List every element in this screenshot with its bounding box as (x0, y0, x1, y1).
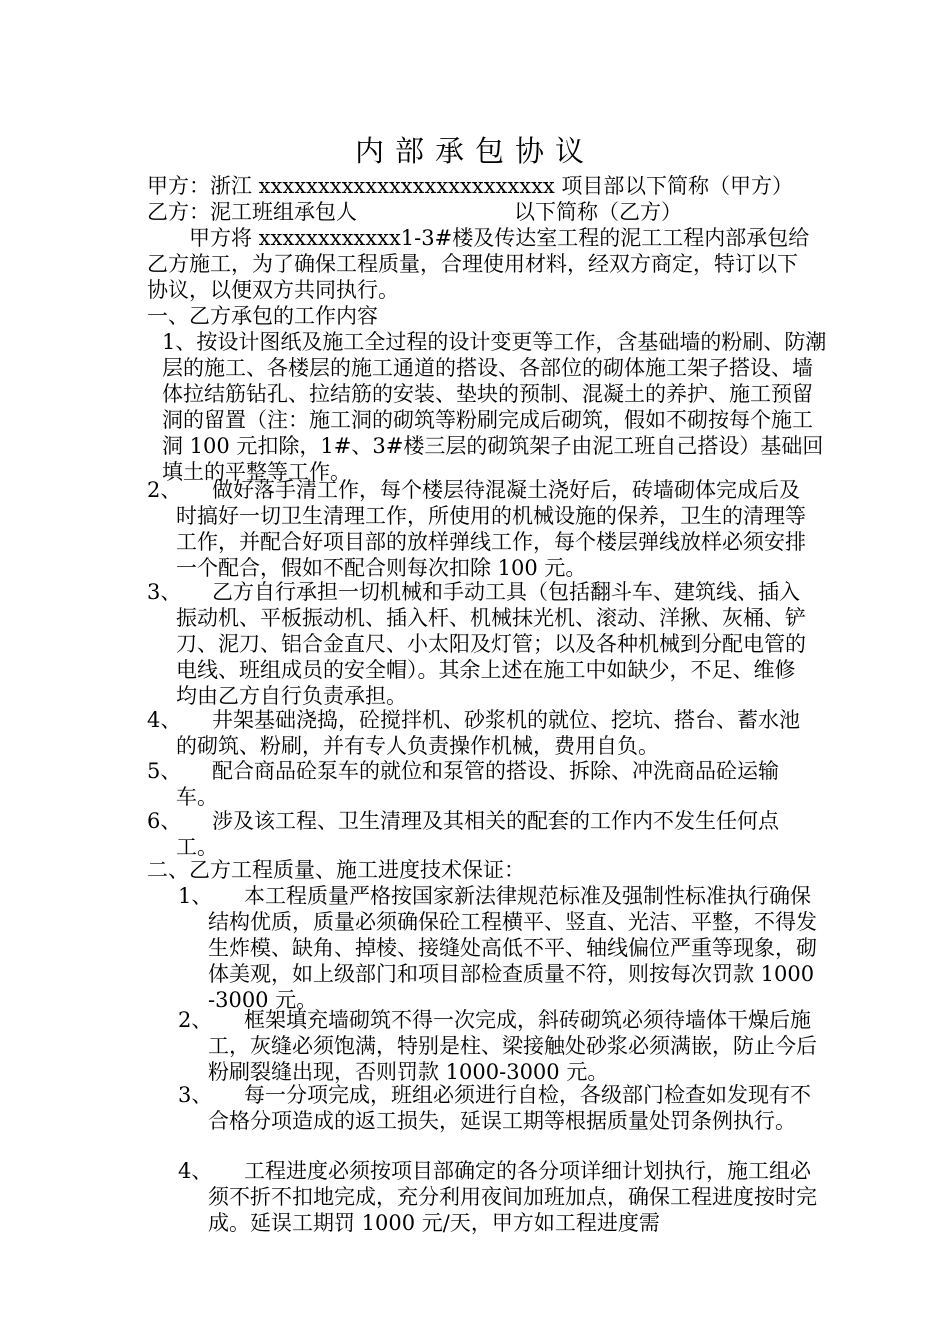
party-a-alias: 以下简称（甲方） (625, 174, 793, 198)
section-1-item-2: 做好落手清工作，每个楼层待混凝土浇好后，砖墙砌体完成后及时搞好一切卫生清理工作，所使用的机械设施的保养，卫生的清理等工作，并配合好项目部的放样弹线工作，每个楼层弹线放样必须安排一个配合，假如不配合则每次扣除 100 元。 (176, 478, 806, 580)
section-1-item-4-marker: 4、 (147, 708, 182, 732)
section-2-item-4: 工程进度必须按项目部确定的各分项详细计划执行，施工组必须不折不扣地完成，充分利用夜间加班加点，确保工程进度按时完成。延误工期罚 1000 元/天，甲方如工程进度需 (208, 1159, 817, 1235)
section-1-item-3: 乙方自行承担一切机械和手动工具（包括翻斗车、建筑线、插入振动机、平板振动机、插入杆、机械抹光机、滚动、洋揪、灰桶、铲刀、泥刀、铝合金直尺、小太阳及灯管；以及各种机械到分配电管的电线、班组成员的安全帽）。其余上述在施工中如缺少，不足、维修均由乙方自行负责承担。 (176, 580, 806, 708)
section-1-item-4: 井架基础浇捣，砼搅拌机、砂浆机的就位、挖坑、搭台、蓄水池的砌筑、粉刷，并有专人负责操作机械，费用自负。 (176, 708, 800, 758)
section-2-item-2: 框架填充墙砌筑不得一次完成，斜砖砌筑必须待墙体干燥后施工，灰缝必须饱满，特别是柱、梁接触处砂浆必须满嵌，防止今后粉刷裂缝出现，否则罚款 1000-3000 元。 (208, 1008, 817, 1084)
party-b-line (147, 199, 682, 225)
section-1-item-6-marker: 6、 (147, 809, 182, 833)
section-2-item-3-marker: 3、 (178, 1083, 213, 1107)
section-1-item-1 (162, 329, 827, 485)
section-1-item-5-marker: 5、 (147, 759, 182, 783)
party-a-label: 甲方：浙江 xxxxxxxxxxxxxxxxxxxxxxxxx 项目部 (147, 174, 625, 198)
section-1-item-2-marker: 2、 (147, 478, 182, 502)
section-1-item-3-marker: 3、 (147, 580, 182, 604)
section-2-heading: 二、乙方工程质量、施工进度技术保证： (147, 858, 525, 882)
document-title: 内部承包协议 (354, 134, 595, 168)
section-1-item-6: 涉及该工程、卫生清理及其相关的配套的工作内不发生任何点工。 (176, 809, 779, 859)
item-text: 按设计图纸及施工全过程的设计变更等工作，含基础墙的粉刷、防潮层的施工、各楼层的施工通道的搭设、各部位的砌体施工架子搭设、墙体拉结筋钻孔、拉结筋的安装、垫块的预制、混凝土的养护、施工预留洞的留置（注：施工洞的砌筑等粉刷完成后砌筑，假如不砌按每个施工洞 100 元扣除，1#、3#楼三层的砌筑架子由泥工班自己搭设）基础回填土的平整等工作。 (162, 330, 827, 484)
party-b-label: 乙方：泥工班组承包人 (147, 200, 357, 224)
item-marker: 1、 (162, 330, 197, 354)
section-2-item-1: 本工程质量严格按国家新法律规范标准及强制性标准执行确保结构优质，质量必须确保砼工程横平、竖直、光洁、平整，不得发生炸模、缺角、掉棱、接缝处高低不平、轴线偏位严重等现象，砌体美观，如上级部门和项目部检查质量不符，则按每次罚款 1000-3000 元。 (208, 884, 817, 1012)
section-2-item-2-marker: 2、 (178, 1008, 213, 1032)
intro-paragraph: 甲方将 xxxxxxxxxxxx1-3#楼及传达室工程的泥工工程内部承包给乙方施工，为了确保工程质量，合理使用材料，经双方商定，特订以下协议，以便双方共同执行。 (147, 226, 810, 302)
section-2-item-4-marker: 4、 (178, 1159, 213, 1183)
section-2-item-3: 每一分项完成，班组必须进行自检，各级部门检查如发现有不合格分项造成的返工损失，延误工期等根据质量处罚条例执行。 (208, 1083, 811, 1133)
party-b-alias: 以下简称（乙方） (514, 200, 682, 224)
section-1-heading: 一、乙方承包的工作内容 (147, 304, 378, 328)
party-a-line (147, 173, 793, 199)
section-2-item-1-marker: 1、 (178, 884, 213, 908)
section-1-item-5: 配合商品砼泵车的就位和泵管的搭设、拆除、冲洗商品砼运输车。 (176, 759, 779, 809)
